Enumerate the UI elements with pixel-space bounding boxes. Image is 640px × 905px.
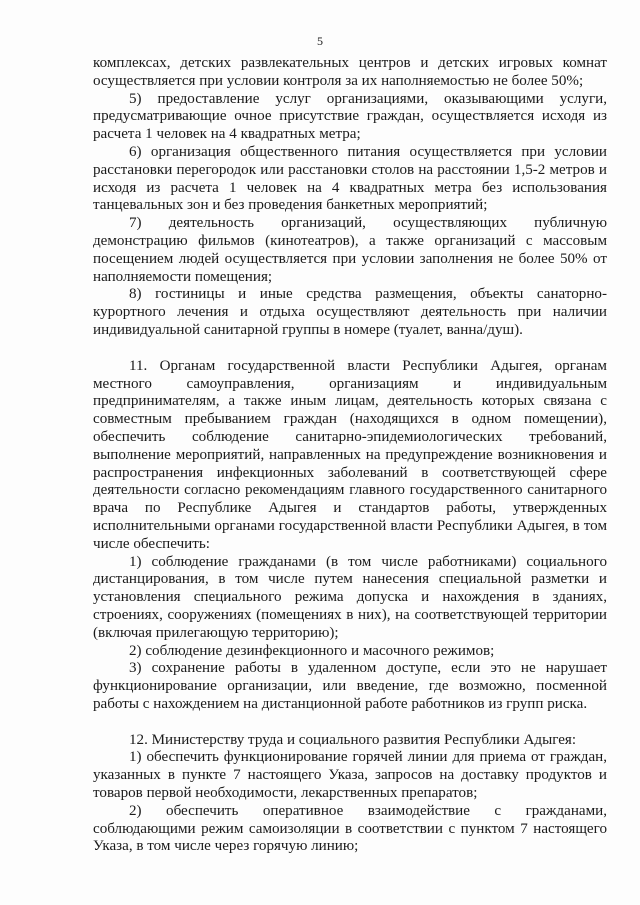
- paragraph-11-item-3: 3) сохранение работы в удаленном доступе, если это не нарушает функционирование организации, или введение, где возможно, посменной работы с нахождением на дистанционной работе работников из групп риска.: [93, 660, 607, 712]
- paragraph-11-item-1: 1) соблюдение гражданами (в том числе работниками) социального дистанцирования, в том числе путем нанесения специальной разметки и установления специального режима допуска и нахождения в зданиях, строениях, сооружениях (помещениях в них), на соответствующей территории (включая прилегающую территорию);: [93, 553, 607, 641]
- list-item-6: 6) организация общественного питания осуществляется при условии расстановки перегородок или расстановки столов на расстоянии 1,5-2 метров и исходя из расчета 1 человек на 4 квадратных метра без использования танцевальных зон и без проведения банкетных мероприятий;: [93, 143, 607, 214]
- paragraph-12-item-1: 1) обеспечить функционирование горячей линии для приема от граждан, указанных в пункте 7 настоящего Указа, запросов на доставку продуктов и товаров первой необходимости, лекарственных препаратов;: [93, 749, 607, 802]
- paragraph-11-item-2: 2) соблюдение дезинфекционного и масочного режимов;: [129, 642, 495, 659]
- paragraph-12: 12. Министерству труда и социального развития Республики Адыгея:: [129, 731, 577, 748]
- list-item-7: 7) деятельность организаций, осуществляющих публичную демонстрацию фильмов (кинотеатров), а также организаций с массовым посещением людей осуществляется при условии заполнения не более 50% от наполняемости помещения;: [93, 215, 607, 285]
- page-number: 5: [317, 34, 323, 48]
- paragraph-11: 11. Органам государственной власти Республики Адыгея, органам местного самоуправления, организациям и индивидуальным предпринимателям, а также иным лицам, деятельность которых связана с совместным пребыванием граждан (находящихся в одном помещении), обеспечить соблюдение санитарно-эпидемиологических требований, выполнение мероприятий, направленных на предупреждение возникновения и распространения инфекционных заболеваний в соответствующей сфере деятельности согласно рекомендациям главного государственного санитарного врача по Республике Адыгея и стандартов работы, утвержденных исполнительными органами государственной власти Республики Адыгея, в том числе обеспечить:: [93, 357, 607, 552]
- paragraph-intro: комплексах, детских развлекательных центров и детских игровых комнат осуществляется при условии контроля за их наполняемостью не более 50%;: [93, 55, 607, 89]
- list-item-8: 8) гостиницы и иные средства размещения, объекты санаторно-курортного лечения и отдыха осуществляют деятельность при наличии индивидуальной санитарной группы в номере (туалет, ванна/душ).: [93, 286, 607, 338]
- section-spacer: [93, 714, 607, 732]
- section-spacer: [93, 340, 607, 358]
- list-item-5: 5) предоставление услуг организациями, оказывающими услуги, предусматривающие очное присутствие граждан, осуществляется исходя из расчета 1 человек на 4 квадратных метра;: [93, 90, 607, 143]
- document-body: [93, 55, 607, 856]
- paragraph-12-item-2: 2) обеспечить оперативное взаимодействие с гражданами, соблюдающими режим самоизоляции в соответствии с пунктом 7 настоящего Указа, в том числе через горячую линию;: [93, 802, 607, 855]
